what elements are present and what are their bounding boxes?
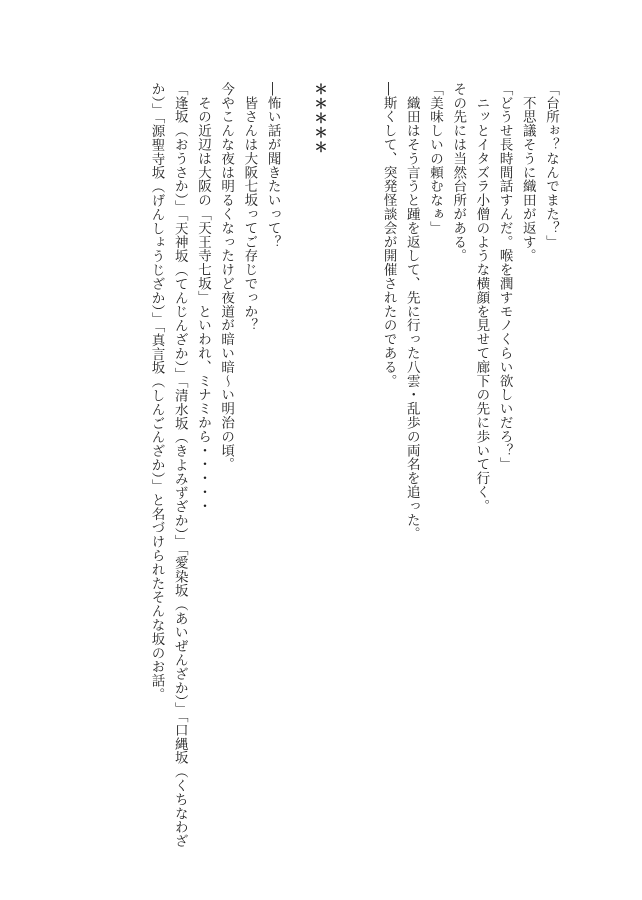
vertical-text-block [144,82,562,849]
section-divider-stars: ＊＊＊＊＊ [310,82,327,155]
text-line-1: 「台所ぉ？なんでまた？」 [543,82,559,249]
text-line-9: ―怖い話が聞きたいって？ [264,82,281,249]
text-line-13: 「逢坂（おうさか）」「天神坂（てんじんざか）」「清水坂（きよみずざか）」「愛染坂（あいぜんざか）」「口縄坂（くちなわざ [171,82,188,849]
text-line-4: ニッとイタズラ小僧のような横顔を見せて廊下の先に歩いて行く。 [473,82,490,513]
text-line-11: 今やこんな夜は明るくなったけど夜道が暗い暗～い明治の頃。 [218,82,235,472]
text-line-10: 皆さんは大阪七坂ってご存じでっか？ [241,82,258,333]
text-line-7: 織田はそう言うと踵を返して、先に行った八雲・乱歩の両名を追った。 [403,82,420,541]
text-line-2: 不思議そうに織田が返す。 [519,82,536,263]
text-line-3: 「どうせ長時間話すんだ。喉を潤すモノくらい欲しいだろ？」 [496,82,513,472]
text-line-5: その先には当然台所がある。 [450,82,467,263]
text-line-12: その近辺は大阪の「天王寺七坂」といわれ、ミナミから・・・・・ [194,82,211,513]
text-line-14: か）」「源聖寺坂（げんしょうじざか）」「真言坂（しんごんざか）」と名づけられたそんな坂のお話。 [148,82,165,702]
blank-line-1 [353,82,376,702]
blank-line-3 [284,82,307,702]
text-line-6: 「美味しいの頼むなぁ」 [426,82,443,235]
blank-line-2 [330,82,353,702]
text-line-8: ―斯くして、突発怪談会が開催されたのである。 [380,82,397,388]
